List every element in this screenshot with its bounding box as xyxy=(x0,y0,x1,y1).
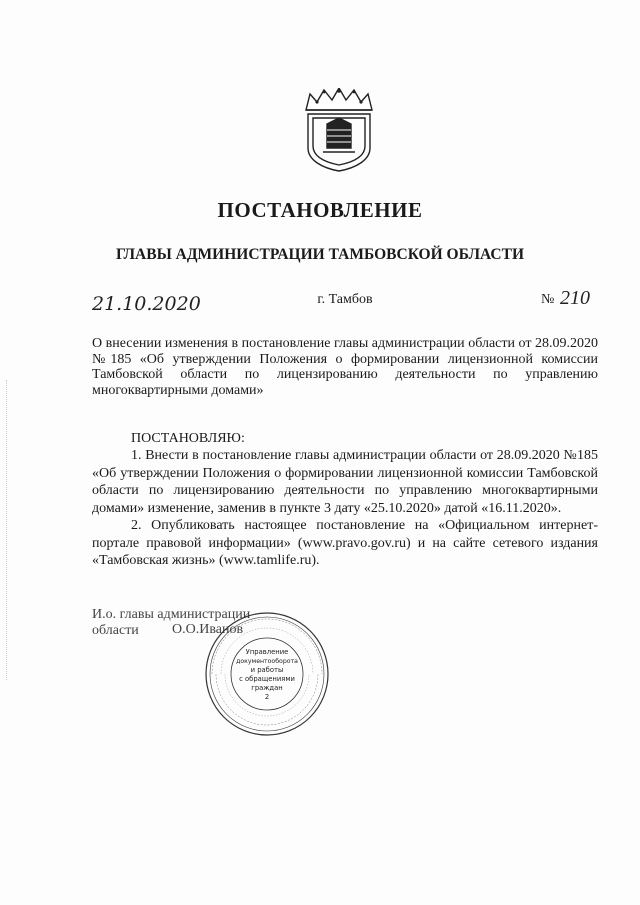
signatory-region: области xyxy=(92,623,139,638)
stamp-line-3: и работы xyxy=(250,666,284,674)
stamp-line-5: граждан xyxy=(251,684,283,692)
decree-body xyxy=(92,447,598,570)
signatory-position: И.о. главы администрации xyxy=(92,607,251,622)
coat-of-arms-emblem xyxy=(296,88,382,172)
city-label: г. Тамбов xyxy=(317,292,373,307)
number-sign: № xyxy=(541,292,555,307)
subject-heading: О внесении изменения в постановление главы администрации области от 28.09.2020 №185 «Об утверждении Положения о формировании лицензионной комиссии Тамбовской области по лицензированию деятельности по управлению многоквартирными домами» xyxy=(92,336,598,398)
stamp-line-4: с обращениями xyxy=(239,675,295,683)
stamp-number: 2 xyxy=(264,693,270,701)
paragraph-1: 1. Внести в постановление главы администрации области от 28.09.2020 №185 «Об утверждении Положения о формировании лицензионной комиссии Тамбовской области по лицензированию деятельности по управлению многоквартирными домами» изменение, заменив в пункте 3 дату «25.10.2020» датой «16.11.2020». xyxy=(92,448,598,516)
stamp-line-2: документооборота xyxy=(236,658,298,665)
signatory-name: О.О.Иванов xyxy=(172,622,244,637)
handwritten-date: 21.10.2020 xyxy=(92,293,201,315)
decree-word: ПОСТАНОВЛЯЮ: xyxy=(131,431,245,446)
issuer-heading: ГЛАВЫ АДМИНИСТРАЦИИ ТАМБОВСКОЙ ОБЛАСТИ xyxy=(115,246,525,263)
official-stamp xyxy=(203,610,331,738)
handwritten-number: 210 xyxy=(560,287,590,309)
stamp-line-1: Управление xyxy=(245,648,289,656)
scan-margin-artifact xyxy=(6,380,9,680)
paragraph-2: 2. Опубликовать настоящее постановление на «Официальном интернет-портале правовой информации» (www.pravo.gov.ru) и на сайте сетевого издания «Тамбовская жизнь» (www.tamlife.ru). xyxy=(92,518,598,568)
document-title: ПОСТАНОВЛЕНИЕ xyxy=(217,198,423,222)
